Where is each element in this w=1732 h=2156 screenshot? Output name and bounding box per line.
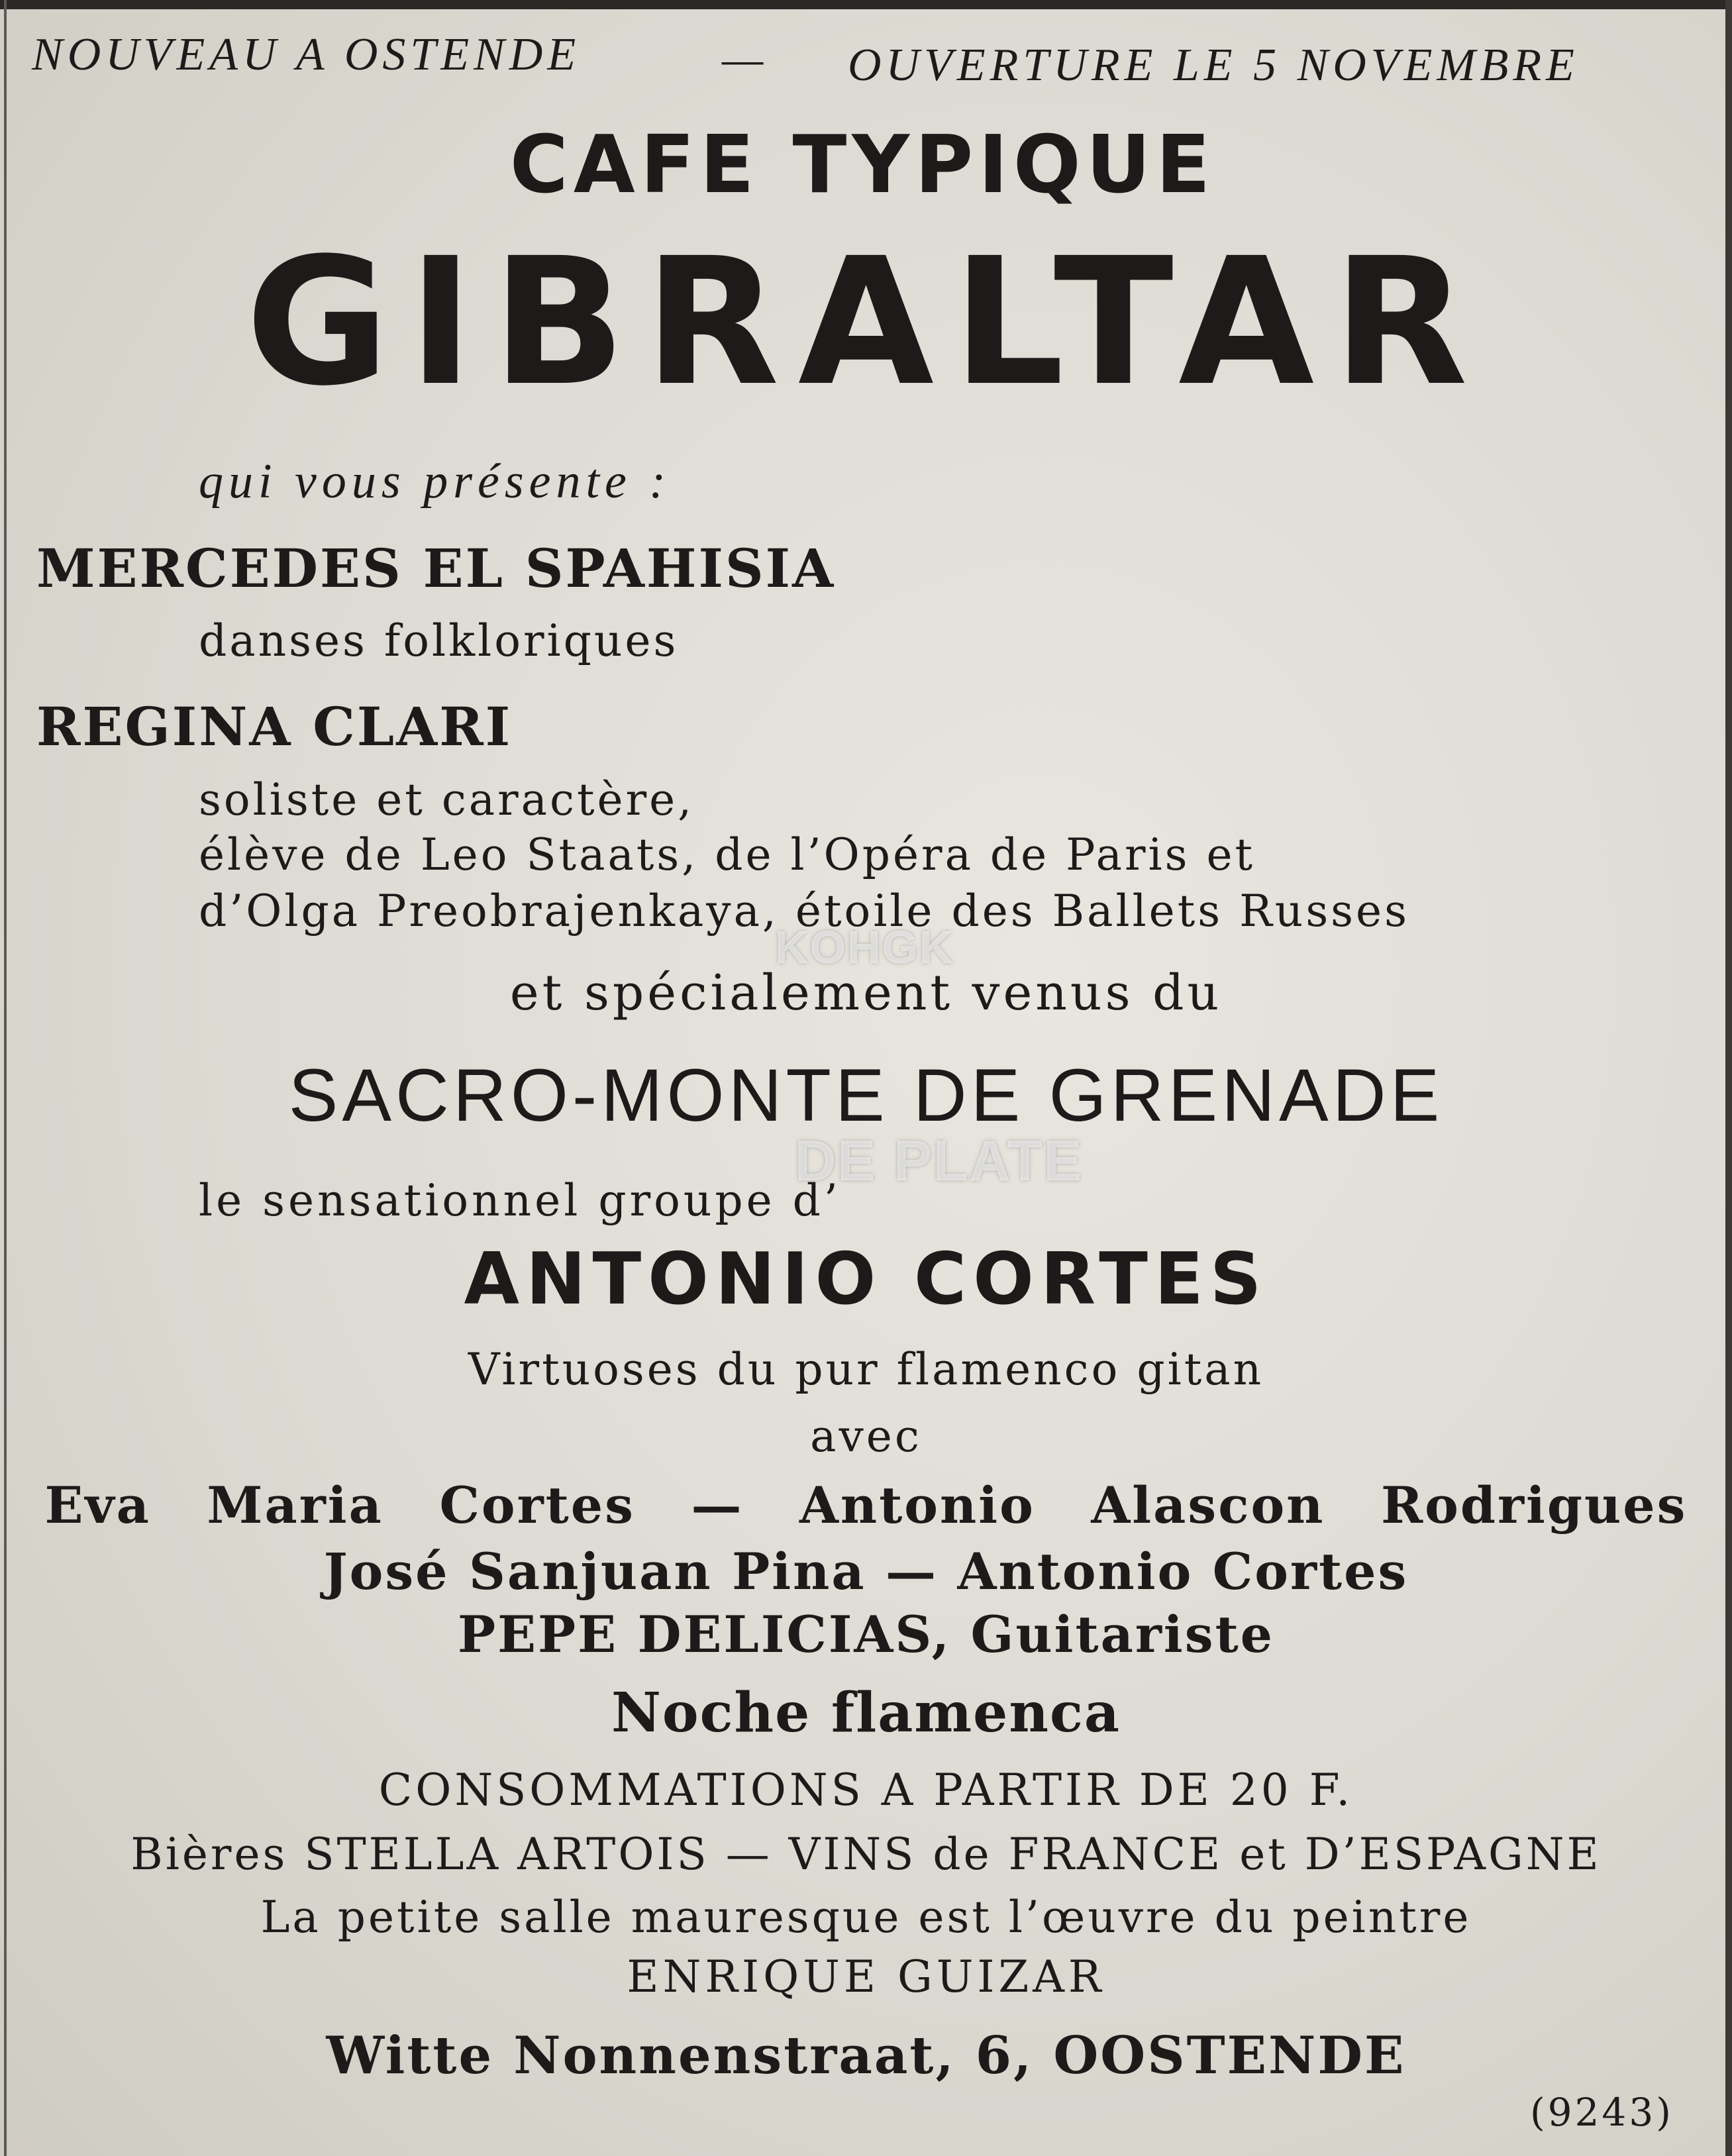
group-tagline: Virtuoses du pur flamenco gitan — [468, 1344, 1264, 1395]
performer-word: Eva — [44, 1476, 151, 1535]
drinks-price: CONSOMMATIONS A PARTIR DE 20 F. — [378, 1765, 1354, 1816]
group-lead: le sensationnel groupe d’ — [199, 1175, 841, 1226]
venue-kind: CAFE TYPIQUE — [509, 119, 1216, 211]
artist-desc-regina-3: d’Olga Preobrajenkaya, étoile des Ballets Russes — [199, 886, 1409, 937]
artist-name-mercedes: MERCEDES EL SPAHISIA — [36, 537, 836, 599]
venue-name: GIBRALTAR — [245, 221, 1487, 425]
artist-desc-regina-1: soliste et caractère, — [199, 774, 695, 825]
with-line: avec — [810, 1411, 922, 1462]
artist-name-regina: REGINA CLARI — [36, 695, 513, 758]
watermark-line-2: DE PLATE — [795, 1129, 1083, 1193]
performers-row-1 — [0, 1476, 1732, 1535]
address: Witte Nonnenstraat, 6, OOSTENDE — [326, 2026, 1406, 2086]
watermark-line-1: KOHGK — [775, 921, 954, 973]
performer-word: Cortes — [439, 1476, 635, 1535]
room-line: La petite salle mauresque est l’œuvre du peintre — [260, 1892, 1472, 1943]
performer-word: Rodrigues — [1380, 1476, 1688, 1535]
special-lead: et spécialement venus du — [509, 964, 1223, 1021]
drinks-line: Bières STELLA ARTOIS — VINS de FRANCE et D’ESPAGNE — [130, 1829, 1602, 1880]
top-edge — [0, 0, 1732, 9]
group-name: ANTONIO CORTES — [464, 1238, 1268, 1321]
intro-line: qui vous présente : — [199, 454, 672, 509]
header-dash: — — [722, 34, 764, 85]
performer-word: Maria — [207, 1476, 383, 1535]
performer-word: Antonio — [799, 1476, 1035, 1535]
reference-number: (9243) — [1530, 2090, 1674, 2135]
performer-separator: — — [691, 1476, 744, 1535]
header-left: NOUVEAU A OSTENDE — [32, 29, 581, 80]
performer-word: Alascon — [1091, 1476, 1325, 1535]
painter-name: ENRIQUE GUIZAR — [627, 1951, 1105, 2002]
performers-row-2: José Sanjuan Pina — Antonio Cortes — [323, 1542, 1409, 1601]
origin-heading: SACRO-MONTE DE GRENADE — [288, 1054, 1444, 1137]
header-right: OUVERTURE LE 5 NOVEMBRE — [848, 40, 1579, 91]
performers-row-3: PEPE DELICIAS, Guitariste — [457, 1605, 1275, 1664]
artist-desc-regina-2: élève de Leo Staats, de l’Opéra de Paris et — [199, 829, 1256, 880]
artist-desc-mercedes: danses folkloriques — [199, 615, 679, 666]
event-title: Noche flamenca — [611, 1681, 1121, 1745]
